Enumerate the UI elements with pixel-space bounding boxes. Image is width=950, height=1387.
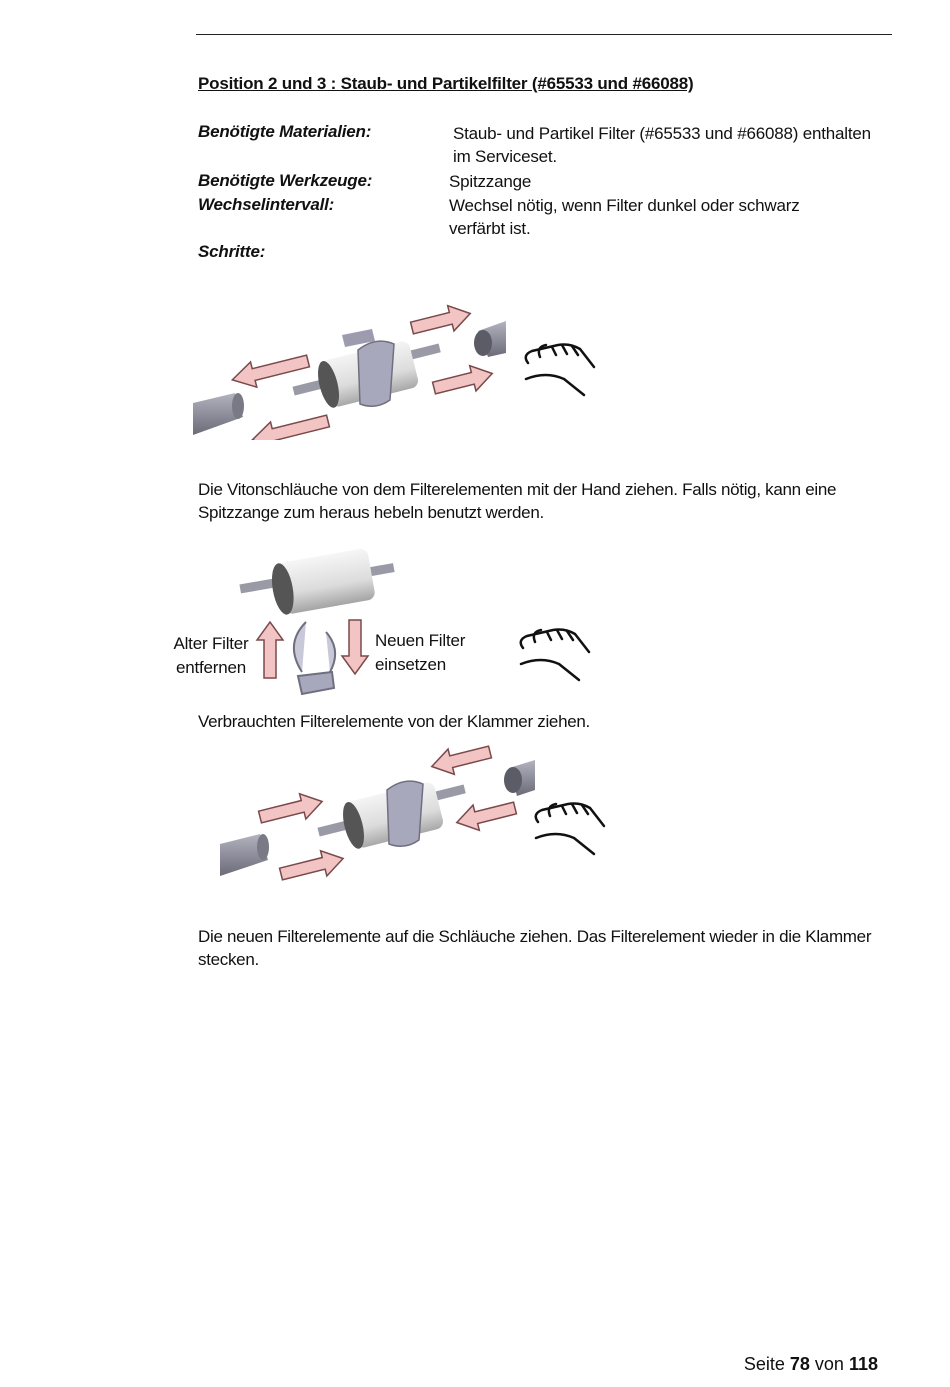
arrow-in-right-bottom [454,795,519,835]
interval-value: Wechsel nötig, wenn Filter dunkel oder schwarz verfärbt ist. [449,196,800,238]
clip [358,341,394,406]
arrow-down [342,620,368,674]
tools-value: Spitzzange [449,172,532,191]
caption-insert-new-filter: Neuen Filter einsetzen [375,631,466,674]
arrow-in-left-bottom [278,846,346,882]
footer-prefix: Seite [743,1354,785,1374]
arrow-in-right-top [429,742,494,779]
footer-middle: von [814,1354,844,1374]
arrow-right-bottom [431,361,496,401]
arrow-left-bottom [249,408,331,440]
page-footer [744,1354,878,1375]
footer-total-pages: 118 [848,1354,878,1374]
hand-icon [526,345,594,396]
step-1-text: Die Vitonschläuche von dem Filterelementen mit der Hand ziehen. Falls nötig, kann eine Spitzzange zum heraus hebeln benutzt werden. [198,480,837,522]
step-3-text: Die neuen Filterelemente auf die Schläuche ziehen. Das Filterelement wieder in die Klammer stecken. [198,927,872,969]
arrow-up [257,622,283,678]
materials-value: Staub- und Partikel Filter (#65533 und #66088) enthalten im Serviceset. [453,124,871,166]
materials-label: Benötigte Materialien: [198,122,372,141]
figure-reassemble [215,742,615,882]
clip [294,622,335,694]
nozzle-right [434,784,465,800]
arrow-right-top [409,301,474,341]
header-rule [196,34,892,35]
step-2-text: Verbrauchten Filterelemente von der Klammer ziehen. [198,712,590,731]
clip [387,781,423,846]
section-heading: Position 2 und 3 : Staub- und Partikelfilter (#65533 und #66088) [198,74,694,93]
figure-remove-hoses [190,295,610,440]
filter-body [268,548,376,617]
nozzle-right [409,343,440,359]
steps-label: Schritte: [198,242,266,261]
hand-icon [536,804,604,855]
interval-label: Wechselintervall: [198,195,335,214]
tools-label: Benötigte Werkzeuge: [198,171,373,190]
caption-remove-old-filter: Alter Filter entfernen [173,634,249,677]
hand-icon [521,630,589,681]
footer-page-number: 78 [789,1354,810,1374]
arrow-in-left-top [257,789,325,830]
